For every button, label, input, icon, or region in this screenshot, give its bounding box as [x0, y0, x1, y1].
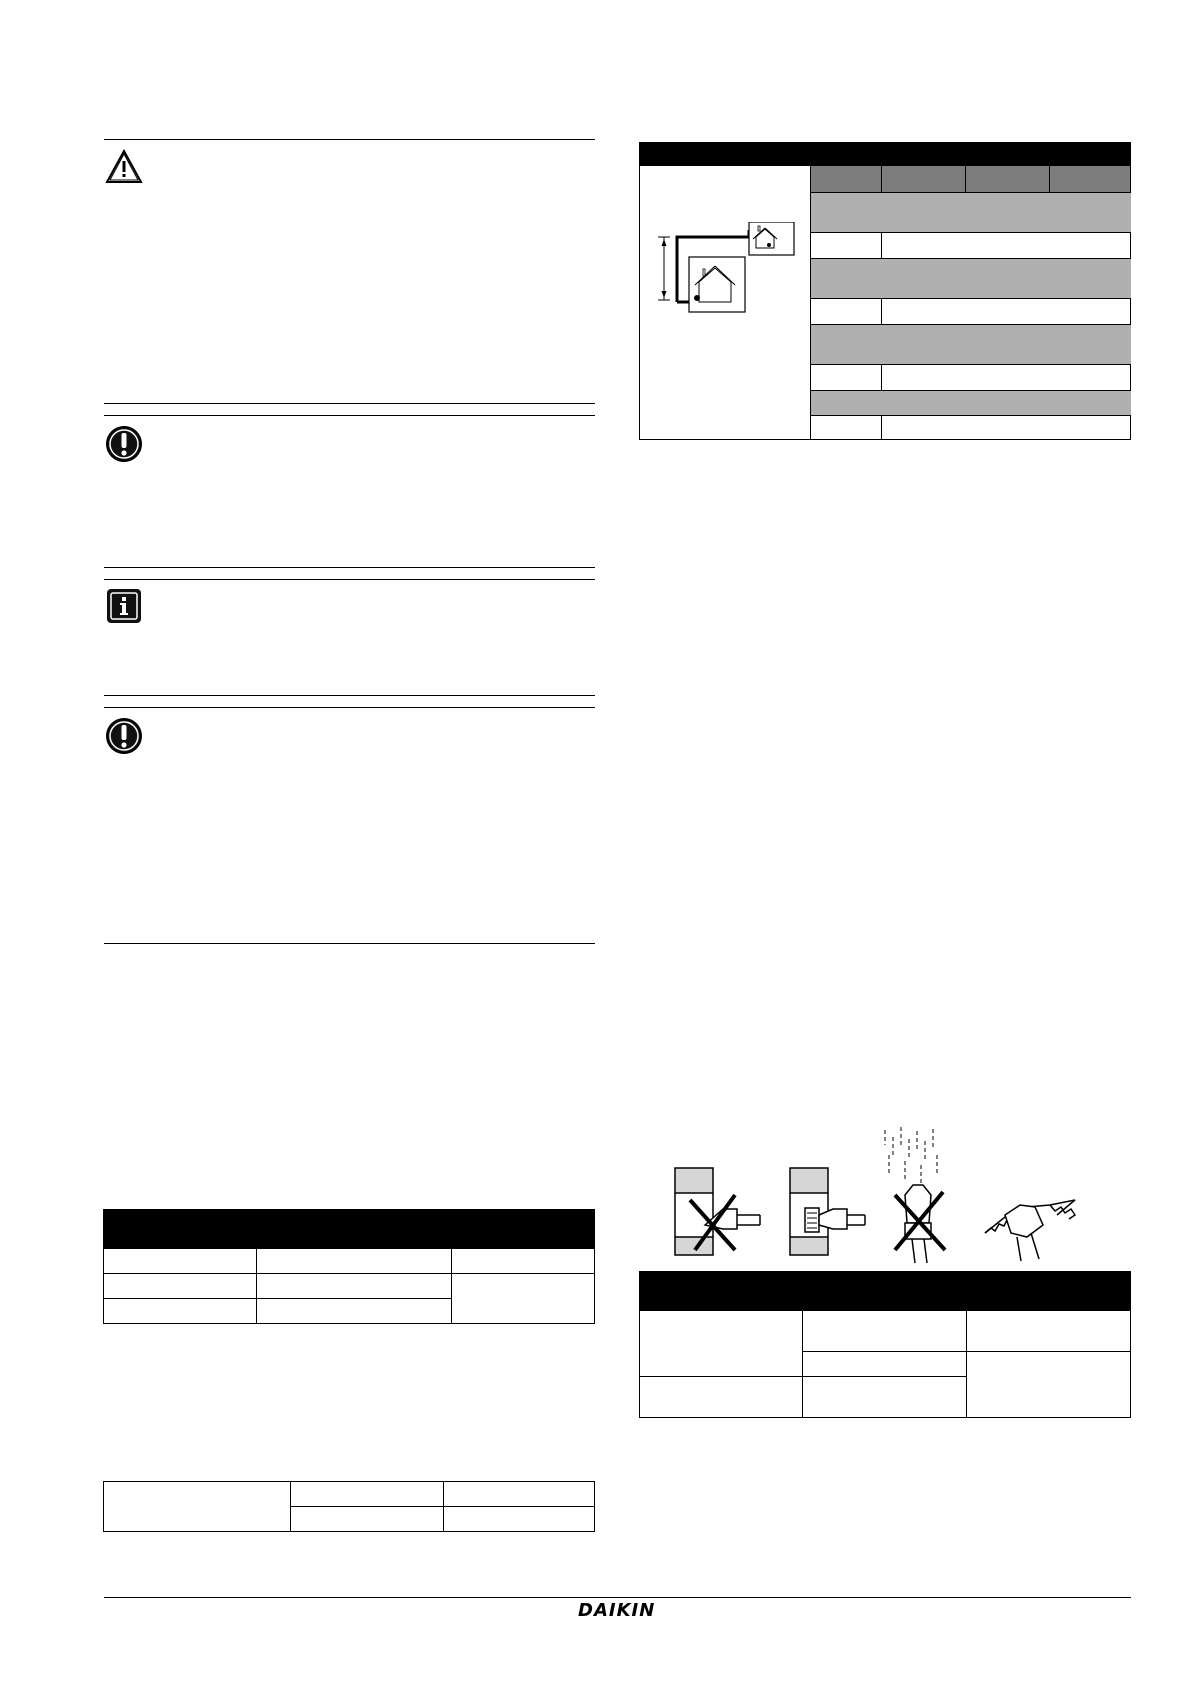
- warning-bottom-rule: [104, 403, 595, 404]
- left-table-2-cell: [444, 1507, 595, 1532]
- grid-row: [811, 416, 1131, 439]
- grid-col-header: [1050, 166, 1130, 193]
- pipe-end-protection-figure: [655, 1125, 1085, 1265]
- grid-col-header: [811, 166, 882, 193]
- grid-row: [811, 365, 1131, 391]
- grid-section-band: [811, 391, 1131, 416]
- info-top-rule: [104, 579, 595, 580]
- left-table-2: [103, 1481, 595, 1532]
- left-table-1-cell: [104, 1299, 257, 1324]
- left-table-2-cell: [291, 1507, 444, 1532]
- grid-section-band: [811, 325, 1131, 365]
- left-table-1-cell: [104, 1249, 257, 1274]
- left-table-2-cell: [291, 1482, 444, 1507]
- exclamation-circle-icon: [104, 716, 144, 756]
- grid-col-header: [882, 166, 966, 193]
- right-table-cell: [640, 1311, 803, 1377]
- info-bottom-rule: [104, 695, 595, 696]
- height-difference-grid: [811, 166, 1131, 440]
- grid-row-divider: [881, 233, 882, 258]
- caution2-top-rule: [104, 707, 595, 708]
- caution2-bottom-rule: [104, 943, 595, 944]
- info-box-icon: [104, 586, 144, 626]
- right-table-cell: [803, 1377, 967, 1418]
- left-table-1: [103, 1209, 595, 1324]
- footer-rule: [104, 1597, 1131, 1598]
- caution-top-rule: [104, 415, 595, 416]
- daikin-logo: DAIKIN: [578, 1600, 656, 1621]
- grid-col-header: [966, 166, 1050, 193]
- wall-pass-capped-icon: [790, 1168, 865, 1255]
- wall-pass-crossed-icon: [675, 1168, 760, 1255]
- left-table-1-cell: [257, 1249, 452, 1274]
- left-table-2-cell: [444, 1482, 595, 1507]
- right-table-cell: [640, 1377, 803, 1418]
- warning-top-rule: [104, 139, 595, 140]
- left-table-1-cell: [452, 1249, 595, 1274]
- left-table-1-cell: [104, 1274, 257, 1299]
- grid-row: [811, 233, 1131, 259]
- caution-bottom-rule: [104, 567, 595, 568]
- left-table-1-cell: [257, 1299, 452, 1324]
- right-table-cell: [803, 1352, 967, 1377]
- height-difference-diagram-icon: [649, 222, 809, 332]
- pipe-wrapped-icon: [985, 1200, 1075, 1261]
- grid-row-divider: [881, 299, 882, 324]
- right-table-cell: [803, 1311, 967, 1352]
- right-table-cell: [967, 1311, 1131, 1352]
- rain-crossed-icon: [885, 1127, 945, 1263]
- height-difference-table: [639, 142, 1131, 441]
- grid-row-divider: [881, 416, 882, 440]
- height-difference-table-header: [639, 142, 1131, 166]
- warning-triangle-icon: [104, 148, 144, 188]
- left-table-1-header: [103, 1209, 595, 1248]
- grid-section-band: [811, 259, 1131, 299]
- grid-section-band: [811, 193, 1131, 233]
- right-table: [639, 1271, 1131, 1425]
- left-table-2-cell: [104, 1482, 291, 1532]
- grid-row: [811, 299, 1131, 325]
- exclamation-circle-icon: [104, 424, 144, 464]
- left-table-1-cell: [257, 1274, 452, 1299]
- right-table-cell: [967, 1352, 1131, 1418]
- left-table-1-cell: [452, 1274, 595, 1324]
- grid-row-divider: [881, 365, 882, 390]
- right-table-header: [639, 1271, 1131, 1310]
